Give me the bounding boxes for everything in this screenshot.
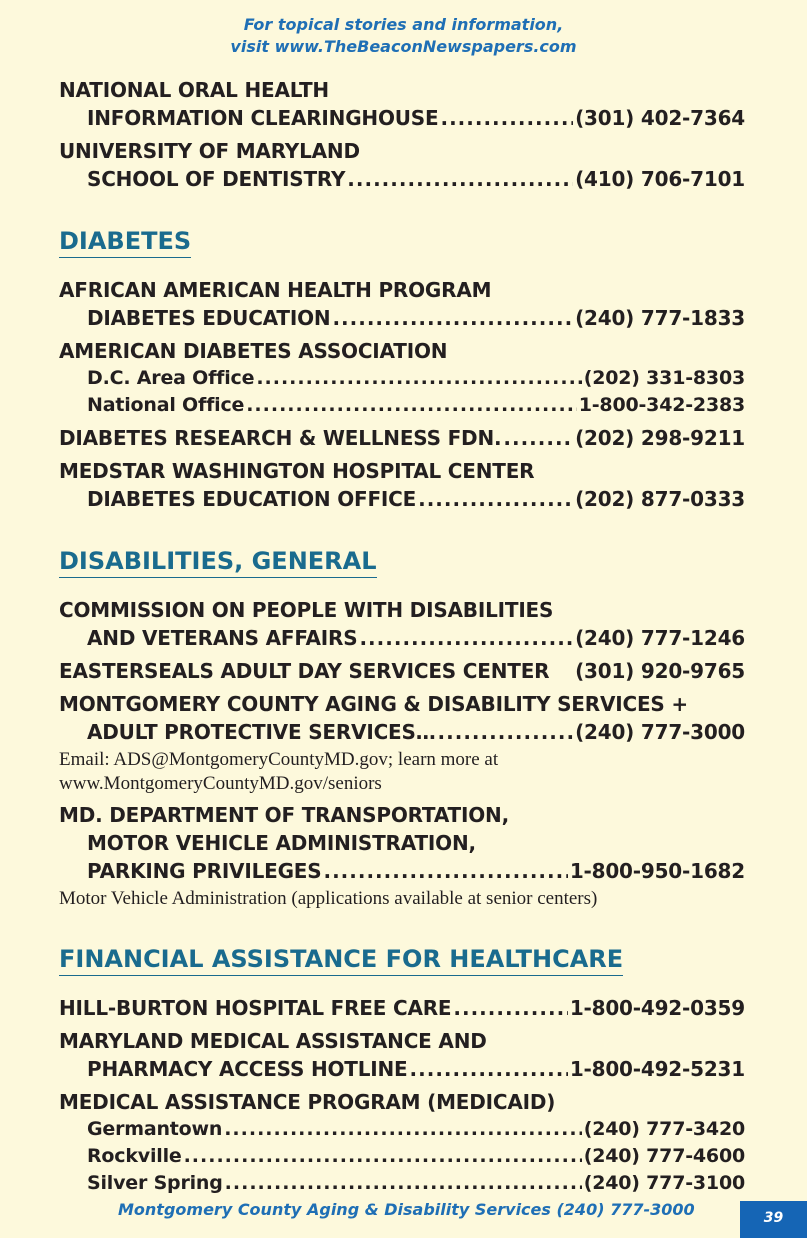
entry-subname: Silver Spring [87,1172,223,1194]
phone-number: (301) 402-7364 [575,106,745,130]
entry-name: COMMISSION ON PEOPLE WITH DISABILITIES [59,598,554,622]
entry-name: EASTERSEALS ADULT DAY SERVICES CENTER [59,659,550,683]
entry-subname: SCHOOL OF DENTISTRY [87,167,346,191]
phone-number: 1-800-342-2383 [578,394,745,416]
section-heading-diabetes: DIABETES [59,226,191,258]
phone-number: (301) 920-9765 [575,659,745,683]
entry-note [59,748,745,796]
leader-dots [503,424,573,452]
entry-name: MARYLAND MEDICAL ASSISTANCE AND [59,1029,487,1053]
entry-name: NATIONAL ORAL HEALTH [59,78,329,102]
leader-dots [453,994,567,1022]
entry-name: UNIVERSITY OF MARYLAND [59,139,360,163]
leader-dots [438,718,574,746]
leader-dots [440,104,573,132]
entry-subname: PARKING PRIVILEGES [87,859,322,883]
entry-subname: D.C. Area Office [87,367,255,389]
entry-diabetes-research [59,424,745,452]
leader-dots [418,485,573,513]
phone-number: (240) 777-3420 [583,1118,745,1140]
leader-dots [246,392,577,419]
entry-subname: ADULT PROTECTIVE SERVICES… [87,720,436,744]
header-line-2: visit www.TheBeaconNewspapers.com [230,37,577,56]
entry-name: HILL-BURTON HOSPITAL FREE CARE [59,996,452,1020]
phone-number: 1-800-492-0359 [569,996,745,1020]
leader-dots [225,1170,582,1197]
entry-subname: DIABETES EDUCATION [87,306,331,330]
section-heading-disabilities: DISABILITIES, GENERAL [59,546,377,578]
entry-subname: DIABETES EDUCATION OFFICE [87,487,417,511]
entry-subname: National Office [87,394,245,416]
footer-text: Montgomery County Aging & Disability Services (240) 777-3000 [118,1200,695,1219]
phone-number: (240) 777-1246 [575,626,745,650]
phone-number: (240) 777-4600 [583,1145,745,1167]
entry-name: MONTGOMERY COUNTY AGING & DISABILITY SERVICES + [59,692,688,716]
leader-dots [184,1143,582,1170]
section-heading-financial: FINANCIAL ASSISTANCE FOR HEALTHCARE [59,944,623,976]
phone-number: 1-800-950-1682 [569,859,745,883]
entry-easterseals [59,657,745,685]
phone-number: (240) 777-1833 [575,306,745,330]
entry-name: MEDSTAR WASHINGTON HOSPITAL CENTER [59,459,535,483]
entry-name: AFRICAN AMERICAN HEALTH PROGRAM [59,278,492,302]
entry-hill-burton [59,994,745,1022]
phone-number: (202) 331-8303 [583,367,745,389]
page-number: 39 [740,1201,807,1238]
entry-name: DIABETES RESEARCH & WELLNESS FDN. [59,426,502,450]
entry-subname: AND VETERANS AFFAIRS [87,626,358,650]
phone-number: 1-800-492-5231 [569,1057,745,1081]
entry-md-transportation [59,801,745,911]
leader-dots [332,304,573,332]
phone-number: (240) 777-3000 [575,720,745,744]
entry-medicaid [59,1088,745,1197]
entry-national-oral-health [59,76,745,132]
entry-medstar-washington [59,457,745,513]
entry-subname: MOTOR VEHICLE ADMINISTRATION, [87,831,476,855]
entry-commission-disabilities [59,596,745,652]
header-line-1: For topical stories and information, [243,15,564,34]
leader-dots [347,165,573,193]
directory-content [59,76,745,1202]
entry-name: MD. DEPARTMENT OF TRANSPORTATION, [59,803,509,827]
entry-subname: Germantown [87,1118,223,1140]
entry-note: Motor Vehicle Administration (applications available at senior centers) [59,888,598,909]
leader-dots [256,365,581,392]
note-email-line: Email: ADS@MontgomeryCountyMD.gov; learn more at [59,749,499,770]
leader-dots [224,1116,582,1143]
phone-number: (410) 706-7101 [575,167,745,191]
note-url-line: www.MontgomeryCountyMD.gov/seniors [59,773,382,794]
entry-montgomery-aging-disability [59,690,745,796]
leader-dots [323,857,567,885]
entry-maryland-medical-assistance [59,1027,745,1083]
phone-number: (202) 298-9211 [575,426,745,450]
phone-number: (240) 777-3100 [583,1172,745,1194]
entry-name: AMERICAN DIABETES ASSOCIATION [59,339,448,363]
entry-subname: Rockville [87,1145,182,1167]
entry-american-diabetes-association [59,337,745,419]
phone-number: (202) 877-0333 [575,487,745,511]
entry-subname: PHARMACY ACCESS HOTLINE [87,1057,408,1081]
entry-name: MEDICAL ASSISTANCE PROGRAM (MEDICAID) [59,1090,556,1114]
entry-umd-dentistry [59,137,745,193]
leader-dots [359,624,573,652]
entry-subname: INFORMATION CLEARINGHOUSE [87,106,439,130]
leader-dots [410,1055,568,1083]
entry-african-american-health [59,276,745,332]
header-banner [0,14,807,58]
